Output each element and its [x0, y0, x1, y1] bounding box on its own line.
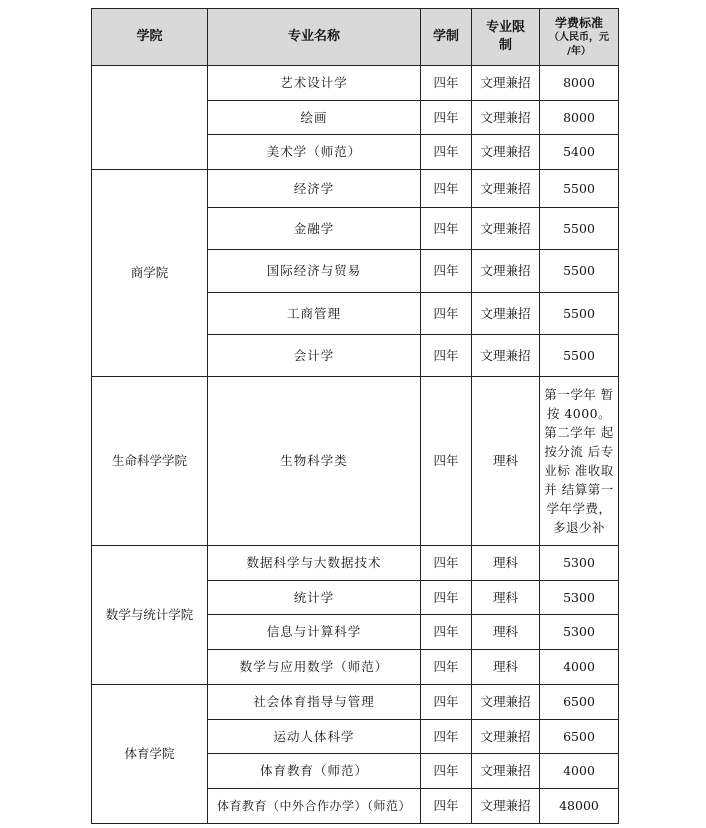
fee-cell: 4000 — [540, 650, 619, 685]
years-cell: 四年 — [421, 101, 472, 135]
years-cell: 四年 — [421, 615, 472, 650]
fee-note-cell — [540, 377, 619, 546]
years-cell: 四年 — [421, 789, 472, 824]
header-restrict-line2: 制 — [498, 38, 512, 53]
years-cell: 四年 — [421, 293, 472, 335]
college-cell: 生命科学学院 — [92, 377, 208, 546]
fee-cell: 48000 — [540, 789, 619, 824]
fee-cell: 4000 — [540, 754, 619, 789]
header-restrict — [472, 9, 540, 66]
years-cell: 四年 — [421, 581, 472, 615]
tuition-table — [91, 8, 619, 824]
fee-note-line: 学年学费， — [546, 501, 612, 516]
restrict-cell: 文理兼招 — [472, 293, 540, 335]
fee-note-line: 第一学年 — [544, 387, 597, 402]
header-fee-line3: /年） — [567, 46, 591, 57]
restrict-cell: 理科 — [472, 615, 540, 650]
restrict-cell: 文理兼招 — [472, 66, 540, 101]
fee-cell: 5500 — [540, 250, 619, 293]
table-row — [92, 66, 619, 101]
restrict-cell: 文理兼招 — [472, 208, 540, 250]
major-cell: 信息与计算科学 — [208, 615, 421, 650]
fee-cell: 5500 — [540, 208, 619, 250]
header-fee-line1: 学费标准 — [554, 16, 603, 30]
fee-cell: 5500 — [540, 170, 619, 208]
fee-cell: 5300 — [540, 581, 619, 615]
header-major: 专业名称 — [208, 9, 421, 66]
restrict-cell: 理科 — [472, 650, 540, 685]
fee-note-line: 起按分流 — [544, 425, 614, 459]
fee-cell: 5300 — [540, 615, 619, 650]
fee-note-line: 暂按 4000。 — [546, 387, 614, 421]
fee-cell: 5500 — [540, 335, 619, 377]
fee-note-line: 结算第一 — [561, 482, 614, 497]
restrict-cell: 理科 — [472, 546, 540, 581]
major-cell: 工商管理 — [208, 293, 421, 335]
major-cell: 艺术设计学 — [208, 66, 421, 101]
fee-note-line: 第二学年 — [544, 425, 597, 440]
header-row — [92, 9, 619, 66]
fee-cell: 6500 — [540, 685, 619, 720]
restrict-cell: 理科 — [472, 581, 540, 615]
fee-cell: 5400 — [540, 135, 619, 170]
years-cell: 四年 — [421, 650, 472, 685]
table-row — [92, 170, 619, 208]
major-cell: 体育教育（师范） — [208, 754, 421, 789]
header-fee — [540, 9, 619, 66]
major-cell: 数据科学与大数据技术 — [208, 546, 421, 581]
header-restrict-line1: 专业限 — [485, 20, 525, 35]
years-cell: 四年 — [421, 135, 472, 170]
major-cell: 会计学 — [208, 335, 421, 377]
header-college: 学院 — [92, 9, 208, 66]
restrict-cell: 文理兼招 — [472, 754, 540, 789]
fee-cell: 5300 — [540, 546, 619, 581]
major-cell: 美术学（师范） — [208, 135, 421, 170]
college-cell: 商学院 — [92, 170, 208, 377]
years-cell: 四年 — [421, 208, 472, 250]
table-row — [92, 685, 619, 720]
years-cell: 四年 — [421, 66, 472, 101]
restrict-cell: 文理兼招 — [472, 170, 540, 208]
years-cell: 四年 — [421, 546, 472, 581]
major-cell: 体育教育（中外合作办学）（师范） — [208, 789, 421, 824]
table-row — [92, 546, 619, 581]
restrict-cell: 文理兼招 — [472, 250, 540, 293]
college-cell: 数学与统计学院 — [92, 546, 208, 685]
fee-note-line: 多退少补 — [552, 520, 605, 535]
years-cell: 四年 — [421, 377, 472, 546]
fee-cell: 8000 — [540, 66, 619, 101]
major-cell: 数学与应用数学（师范） — [208, 650, 421, 685]
major-cell: 金融学 — [208, 208, 421, 250]
restrict-cell: 文理兼招 — [472, 135, 540, 170]
years-cell: 四年 — [421, 170, 472, 208]
restrict-cell: 文理兼招 — [472, 685, 540, 720]
header-fee-line2: （人民币，元 — [549, 32, 609, 43]
years-cell: 四年 — [421, 250, 472, 293]
major-cell: 国际经济与贸易 — [208, 250, 421, 293]
table-row — [92, 377, 619, 546]
major-cell: 生物科学类 — [208, 377, 421, 546]
major-cell: 绘画 — [208, 101, 421, 135]
major-cell: 社会体育指导与管理 — [208, 685, 421, 720]
fee-note-line: 准收取并 — [544, 463, 614, 497]
fee-cell: 8000 — [540, 101, 619, 135]
fee-note-line: 后专业标 — [544, 444, 614, 478]
years-cell: 四年 — [421, 720, 472, 754]
restrict-cell: 理科 — [472, 377, 540, 546]
college-cell — [92, 66, 208, 170]
major-cell: 统计学 — [208, 581, 421, 615]
fee-cell: 6500 — [540, 720, 619, 754]
major-cell: 经济学 — [208, 170, 421, 208]
college-cell: 体育学院 — [92, 685, 208, 824]
restrict-cell: 文理兼招 — [472, 101, 540, 135]
restrict-cell: 文理兼招 — [472, 789, 540, 824]
years-cell: 四年 — [421, 685, 472, 720]
header-years: 学制 — [421, 9, 472, 66]
fee-cell: 5500 — [540, 293, 619, 335]
restrict-cell: 文理兼招 — [472, 720, 540, 754]
years-cell: 四年 — [421, 754, 472, 789]
restrict-cell: 文理兼招 — [472, 335, 540, 377]
major-cell: 运动人体科学 — [208, 720, 421, 754]
years-cell: 四年 — [421, 335, 472, 377]
